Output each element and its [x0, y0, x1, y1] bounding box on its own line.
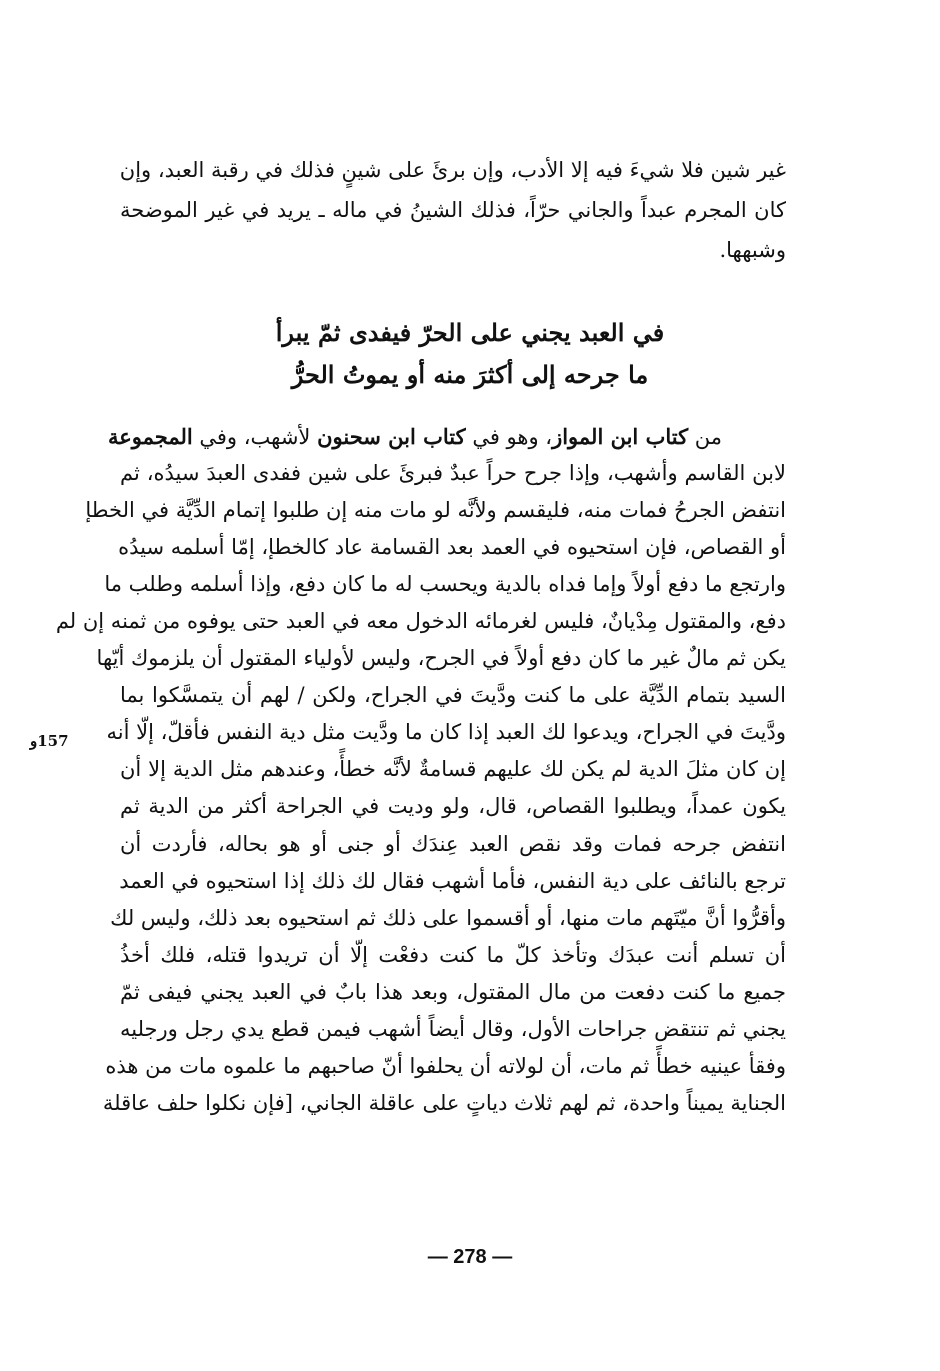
text-line: يكن ثم مالٌ غير ما كان دفع أولاً في الجرح، وليس لأولياء المقتول أن يلزموك أيّها	[96, 646, 786, 671]
heading-line: ما جرحه إلى أكثرَ منه أو يموتُ الحرُّ	[291, 360, 649, 389]
intro-paragraph	[120, 150, 786, 270]
text-line	[107, 418, 786, 455]
text-line: انتفض جرحه فمات وقد نقص العبد عِندَك أو جنى أو هو بحاله، فأردت أن	[120, 831, 786, 856]
text-line: يجني ثم تنتقض جراحات الأول، وقال أيضاً أشهب فيمن قطع يدي رجل ورجليه	[120, 1016, 786, 1041]
text-line: وفقأ عينيه خطأً ثم مات، أن لولاته أن يحلفوا أنّ صاحبهم ما علموه مات من هذه	[105, 1053, 786, 1078]
text-line: غير شين فلا شيءَ فيه إلا الأدب، وإن برئَ على شينٍ فذلك في رقبة العبد، وإن	[119, 158, 786, 182]
text-fragment: ، وهو في	[472, 425, 553, 449]
body-paragraph	[55, 418, 786, 1122]
text-fragment: من	[694, 425, 722, 449]
text-line: أو القصاص، فإن استحيوه في العمد بعد القسامة عاد كالخطإ، إمّا أسلمه سيدُه	[118, 535, 786, 560]
page-number: — 278 —	[427, 1246, 513, 1268]
text-line: لابن القاسم وأشهب، وإذا جرح حراً عبدٌ فبرئَ على شين ففدى العبدَ سيدُه، ثم	[120, 461, 786, 486]
text-line: ودَّيتَ في الجراح، ويدعوا لك العبد إذا كان ما ودَّيت مثل دية النفس فأقلّ، إلّا أنه	[106, 720, 786, 745]
text-line: وشبهها.	[719, 238, 786, 262]
source-reference: كتاب ابن سحنون	[317, 424, 466, 449]
text-line: إن كان مثلَ الدية لم يكن لك عليهم قسامةٌ لأنَّه خطأً، وعندهم مثل الدية إلا أن	[120, 757, 786, 782]
text-line: الجناية يميناً واحدة، ثم لهم ثلاث دياتٍ على عاقلة الجاني، [فإن نكلوا حلف عاقلة	[102, 1090, 786, 1115]
text-line: كان المجرم عبداً والجاني حرّاً، فذلك الشينُ في ماله ـ يريد في غير الموضحة	[120, 198, 786, 222]
text-line: أن تسلم أنت عبدَك وتأخذ كلّ ما كنت دفعْت إلّا أن تريدوا قتله، فلك أخذُ	[120, 942, 786, 967]
manuscript-folio-note: 157و	[30, 732, 69, 750]
text-line: دفع، والمقتول مِدْيانٌ، فليس لغرمائه الدخول معه في العبد حتى يوفوه من ثمنه إن لم	[55, 609, 786, 634]
text-line: وارتجع ما دفع أولاً وإما فداه بالدية ويحسب له ما كان دفع، وإذا أسلمه وطلب ما	[104, 572, 786, 597]
text-line: السيد بتمام الدِّيَّة على ما كنت ودَّيتَ في الجراح، ولكن / لهم أن يتمسَّكوا بما	[120, 683, 786, 708]
text-line: ترجع بالنائف على دية النفس، فأما أشهب فقال لك ذلك إذا استحيوه في العمد	[119, 868, 786, 893]
source-reference: كتاب ابن المواز	[552, 424, 689, 449]
heading-line: في العبد يجني على الحرّ فيفدى ثمّ يبرأ	[275, 318, 665, 347]
source-reference: المجموعة	[107, 424, 193, 449]
text-line: انتفض الجرحُ فمات منه، فليقسم ولأنَّه لو مات منه إن طلبوا إتمام الدِّيَّة في الخطإ	[85, 498, 786, 523]
text-line: جميع ما كنت دفعت من مال المقتول، وبعد هذا بابٌ في العبد يجني فيفى ثمّ	[120, 979, 786, 1004]
section-heading	[200, 312, 740, 396]
text-fragment: لأشهب، وفي	[199, 425, 311, 449]
text-line: وأقرُّوا أنَّ ميّتَهم مات منها، أو أقسموا على ذلك ثم استحيوه بعد ذلك، وليس لك	[110, 905, 786, 930]
text-line: يكون عمداً، ويطلبوا القصاص، قال، ولو وديت في الجراحة أكثر من الدية ثم	[120, 794, 786, 819]
